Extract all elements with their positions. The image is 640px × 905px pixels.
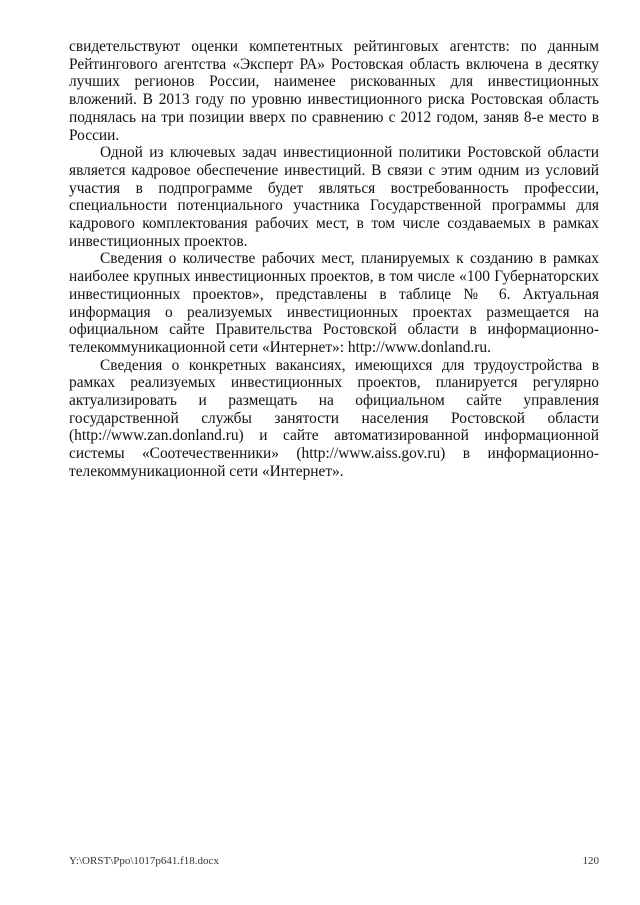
paragraph-staffing-investments: Одной из ключевых задач инвестиционной политики Ростовской области является кадровое обеспечение инвестиций. В связи с этим одним из условий участия в подпрограмме будет являться востребованность профессии, специальности потенциального участника Государственной программы для кадрового комплектования рабочих мест, в том числе создаваемых в рамках инвестиционных проектов. — [69, 144, 599, 250]
page-number: 120 — [582, 855, 599, 867]
document-body — [69, 38, 599, 481]
paragraph-jobs-created: Сведения о количестве рабочих мест, планируемых к созданию в рамках наиболее крупных инвестиционных проектов, в том числе «100 Губернаторских инвестиционных проектов», представлены в таблице № 6. Актуальная информация о реализуемых инвестиционных проектах размещается на официальном сайте Правительства Ростовской области в информационно-телекоммуникационной сети «Интернет»: http://www.donland.ru. — [69, 250, 599, 356]
paragraph-rating-agencies: свидетельствуют оценки компетентных рейтинговых агентств: по данным Рейтингового агентства «Эксперт РА» Ростовская область включена в десятку лучших регионов России, наименее рискованных для инвестиционных вложений. В 2013 году по уровню инвестиционного риска Ростовская область поднялась на три позиции вверх по сравнению с 2012 годом, заняв 8-е место в России. — [69, 38, 599, 144]
footer-file-path: Y:\ORST\Ppo\1017p641.f18.docx — [69, 855, 219, 867]
paragraph-vacancies: Сведения о конкретных вакансиях, имеющихся для трудоустройства в рамках реализуемых инвестиционных проектов, планируется регулярно актуализировать и размещать на официальном сайте управления государственной службы занятости населения Ростовской области (http://www.zan.donland.ru) и сайте автоматизированной информационной системы «Соотечественники» (http://www.aiss.gov.ru) в информационно-телекоммуникационной сети «Интернет». — [69, 356, 599, 480]
